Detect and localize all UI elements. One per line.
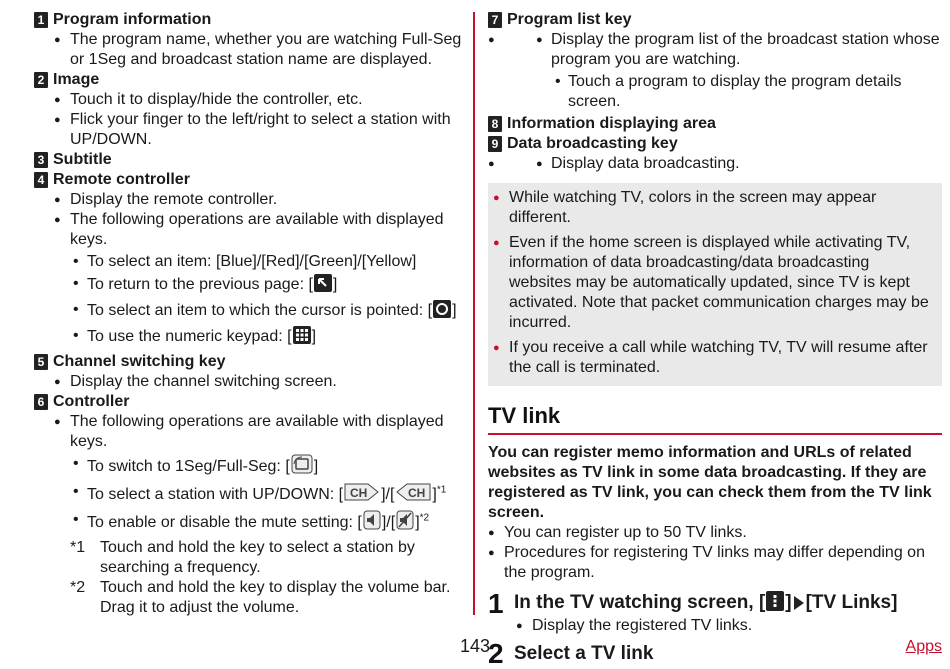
section-title: Program list key	[507, 11, 632, 28]
sub-bullet-return	[34, 274, 462, 298]
sub-text: To switch to 1Seg/Full-Seg: [	[87, 458, 290, 475]
section-image	[34, 70, 462, 90]
speaker-icon	[363, 510, 381, 536]
footnote-text: Touch and hold the key to display the volume bar. Drag it to adjust the volume.	[100, 579, 451, 616]
bullet: ● Touch it to display/hide the controller, etc.	[34, 90, 462, 110]
section-controller	[34, 392, 462, 412]
switch-seg-icon	[291, 454, 313, 480]
bullet: ● The following operations are available with displayed keys.	[34, 412, 462, 452]
section-number: 9	[488, 136, 502, 152]
bullet: ● The following operations are available with displayed keys.	[34, 210, 462, 250]
bracket: ]/[	[381, 514, 396, 531]
section-information-displaying-area	[488, 114, 942, 134]
step-text-part: ]	[785, 592, 792, 613]
step-number: 2	[488, 638, 504, 669]
section-remote-controller	[34, 170, 462, 190]
back-arrow-icon	[314, 274, 332, 298]
footnote-marker: *1	[70, 539, 86, 556]
bullet-text: Display data broadcasting.	[551, 155, 740, 172]
ch-label: CH	[350, 486, 368, 500]
bracket: ]	[311, 328, 317, 345]
select-circle-icon	[433, 300, 451, 324]
bullet: ● Procedures for registering TV links may differ depending on the program.	[488, 543, 942, 583]
step-text	[514, 591, 897, 616]
bullet: ● Display the channel switching screen.	[34, 372, 462, 392]
sub-text: To use the numeric keypad: [	[87, 328, 292, 345]
section-title: Channel switching key	[53, 353, 226, 370]
section-data-broadcasting-key	[488, 134, 942, 154]
left-column	[34, 10, 462, 618]
sub-text: To select an item to which the cursor is pointed: [	[87, 302, 433, 319]
sub-bullet: • To select an item: [Blue]/[Red]/[Green]/[Yellow]	[34, 252, 462, 272]
mute-icon	[396, 510, 414, 536]
section-number: 1	[34, 12, 48, 28]
sub-text: To return to the previous page: [	[87, 276, 313, 293]
section-number: 3	[34, 152, 48, 168]
channel-up-icon	[344, 482, 380, 508]
channel-down-icon	[395, 482, 431, 508]
bullet-dot-icon: ● ●	[536, 158, 543, 170]
note-box	[488, 183, 942, 386]
section-subtitle	[34, 150, 462, 170]
section-number: 5	[34, 354, 48, 370]
section-title: Program information	[53, 11, 212, 28]
bracket: ]/[	[381, 486, 395, 503]
section-program-information	[34, 10, 462, 30]
step-text: Select a TV link	[514, 643, 654, 664]
section-title: Image	[53, 71, 100, 88]
sub-bullet-switch-seg	[34, 454, 462, 480]
apps-link[interactable]: Apps	[905, 638, 942, 655]
note-item: ● If you receive a call while watching TV, TV will resume after the call is terminated.	[493, 338, 934, 378]
sub-bullet-select	[34, 300, 462, 324]
footnote-mark: *2	[419, 512, 430, 524]
section-number: 4	[34, 172, 48, 188]
right-column	[488, 10, 942, 669]
sub-text: To enable or disable the mute setting: [	[87, 514, 362, 531]
footnote-1	[34, 538, 462, 578]
bracket: ]	[452, 302, 457, 319]
bracket: ]	[432, 486, 437, 503]
step-text-part: In the TV watching screen, [	[514, 592, 766, 613]
section-title: Remote controller	[53, 171, 190, 188]
tv-link-intro: You can register memo information and URLs of related websites as TV link in some data broadcasting. If they are registered as TV link, you can check them from the TV link screen.	[488, 444, 932, 521]
note-item: ● While watching TV, colors in the screen may appear different.	[493, 188, 934, 228]
bullet: ● Display the remote controller.	[34, 190, 462, 210]
step-1	[488, 587, 942, 619]
note-item: ● Even if the home screen is displayed while activating TV, information of data broadcasting/data broadcasting websites may be automatically updated, since TV is kept activated. Note that packet communication charges may be incurred.	[493, 233, 934, 333]
step-bullet: ● Display the registered TV links.	[488, 616, 942, 636]
bracket: ]	[415, 514, 420, 531]
section-title: Data broadcasting key	[507, 135, 678, 152]
section-title: Information displaying area	[507, 115, 716, 132]
section-program-list-key	[488, 10, 942, 30]
sub-bullet-keypad	[34, 326, 462, 350]
bullet	[488, 154, 942, 174]
section-number: 8	[488, 116, 502, 132]
bullet-dot-icon: ● ●	[536, 34, 543, 46]
column-divider	[473, 12, 475, 615]
bullet: ● You can register up to 50 TV links.	[488, 523, 942, 543]
section-channel-switching-key	[34, 352, 462, 372]
footnote-2	[34, 578, 462, 618]
bracket: ]	[332, 276, 338, 293]
keypad-icon	[293, 326, 311, 350]
section-title: Controller	[53, 393, 130, 410]
ch-label: CH	[408, 486, 426, 500]
step-number: 1	[488, 587, 504, 619]
footnote-marker: *2	[70, 579, 86, 596]
step-text-part: [TV Links]	[805, 592, 898, 613]
sub-bullet-mute	[34, 510, 462, 536]
menu-icon	[766, 591, 784, 616]
tv-link-heading: TV link	[488, 402, 942, 435]
sub-bullet-up-down	[34, 482, 462, 508]
bullet	[488, 30, 942, 70]
section-title: Subtitle	[53, 151, 112, 168]
bullet: ● The program name, whether you are watching Full-Seg or 1Seg and broadcast station name are displayed.	[34, 30, 462, 70]
page-number: 143	[459, 636, 491, 656]
sub-bullet: • Touch a program to display the program details screen.	[488, 72, 942, 112]
bullet-text: Display the program list of the broadcast station whose program you are watching.	[551, 31, 940, 68]
section-number: 2	[34, 72, 48, 88]
section-number: 7	[488, 12, 502, 28]
footnote-mark: *1	[436, 484, 447, 496]
footnote-text: Touch and hold the key to select a station by searching a frequency.	[100, 539, 415, 576]
sub-text: To select a station with UP/DOWN: [	[87, 486, 344, 503]
arrow-right-icon	[793, 595, 805, 616]
bracket: ]	[313, 458, 319, 475]
bullet: ● Flick your finger to the left/right to select a station with UP/DOWN.	[34, 110, 462, 150]
section-number: 6	[34, 394, 48, 410]
